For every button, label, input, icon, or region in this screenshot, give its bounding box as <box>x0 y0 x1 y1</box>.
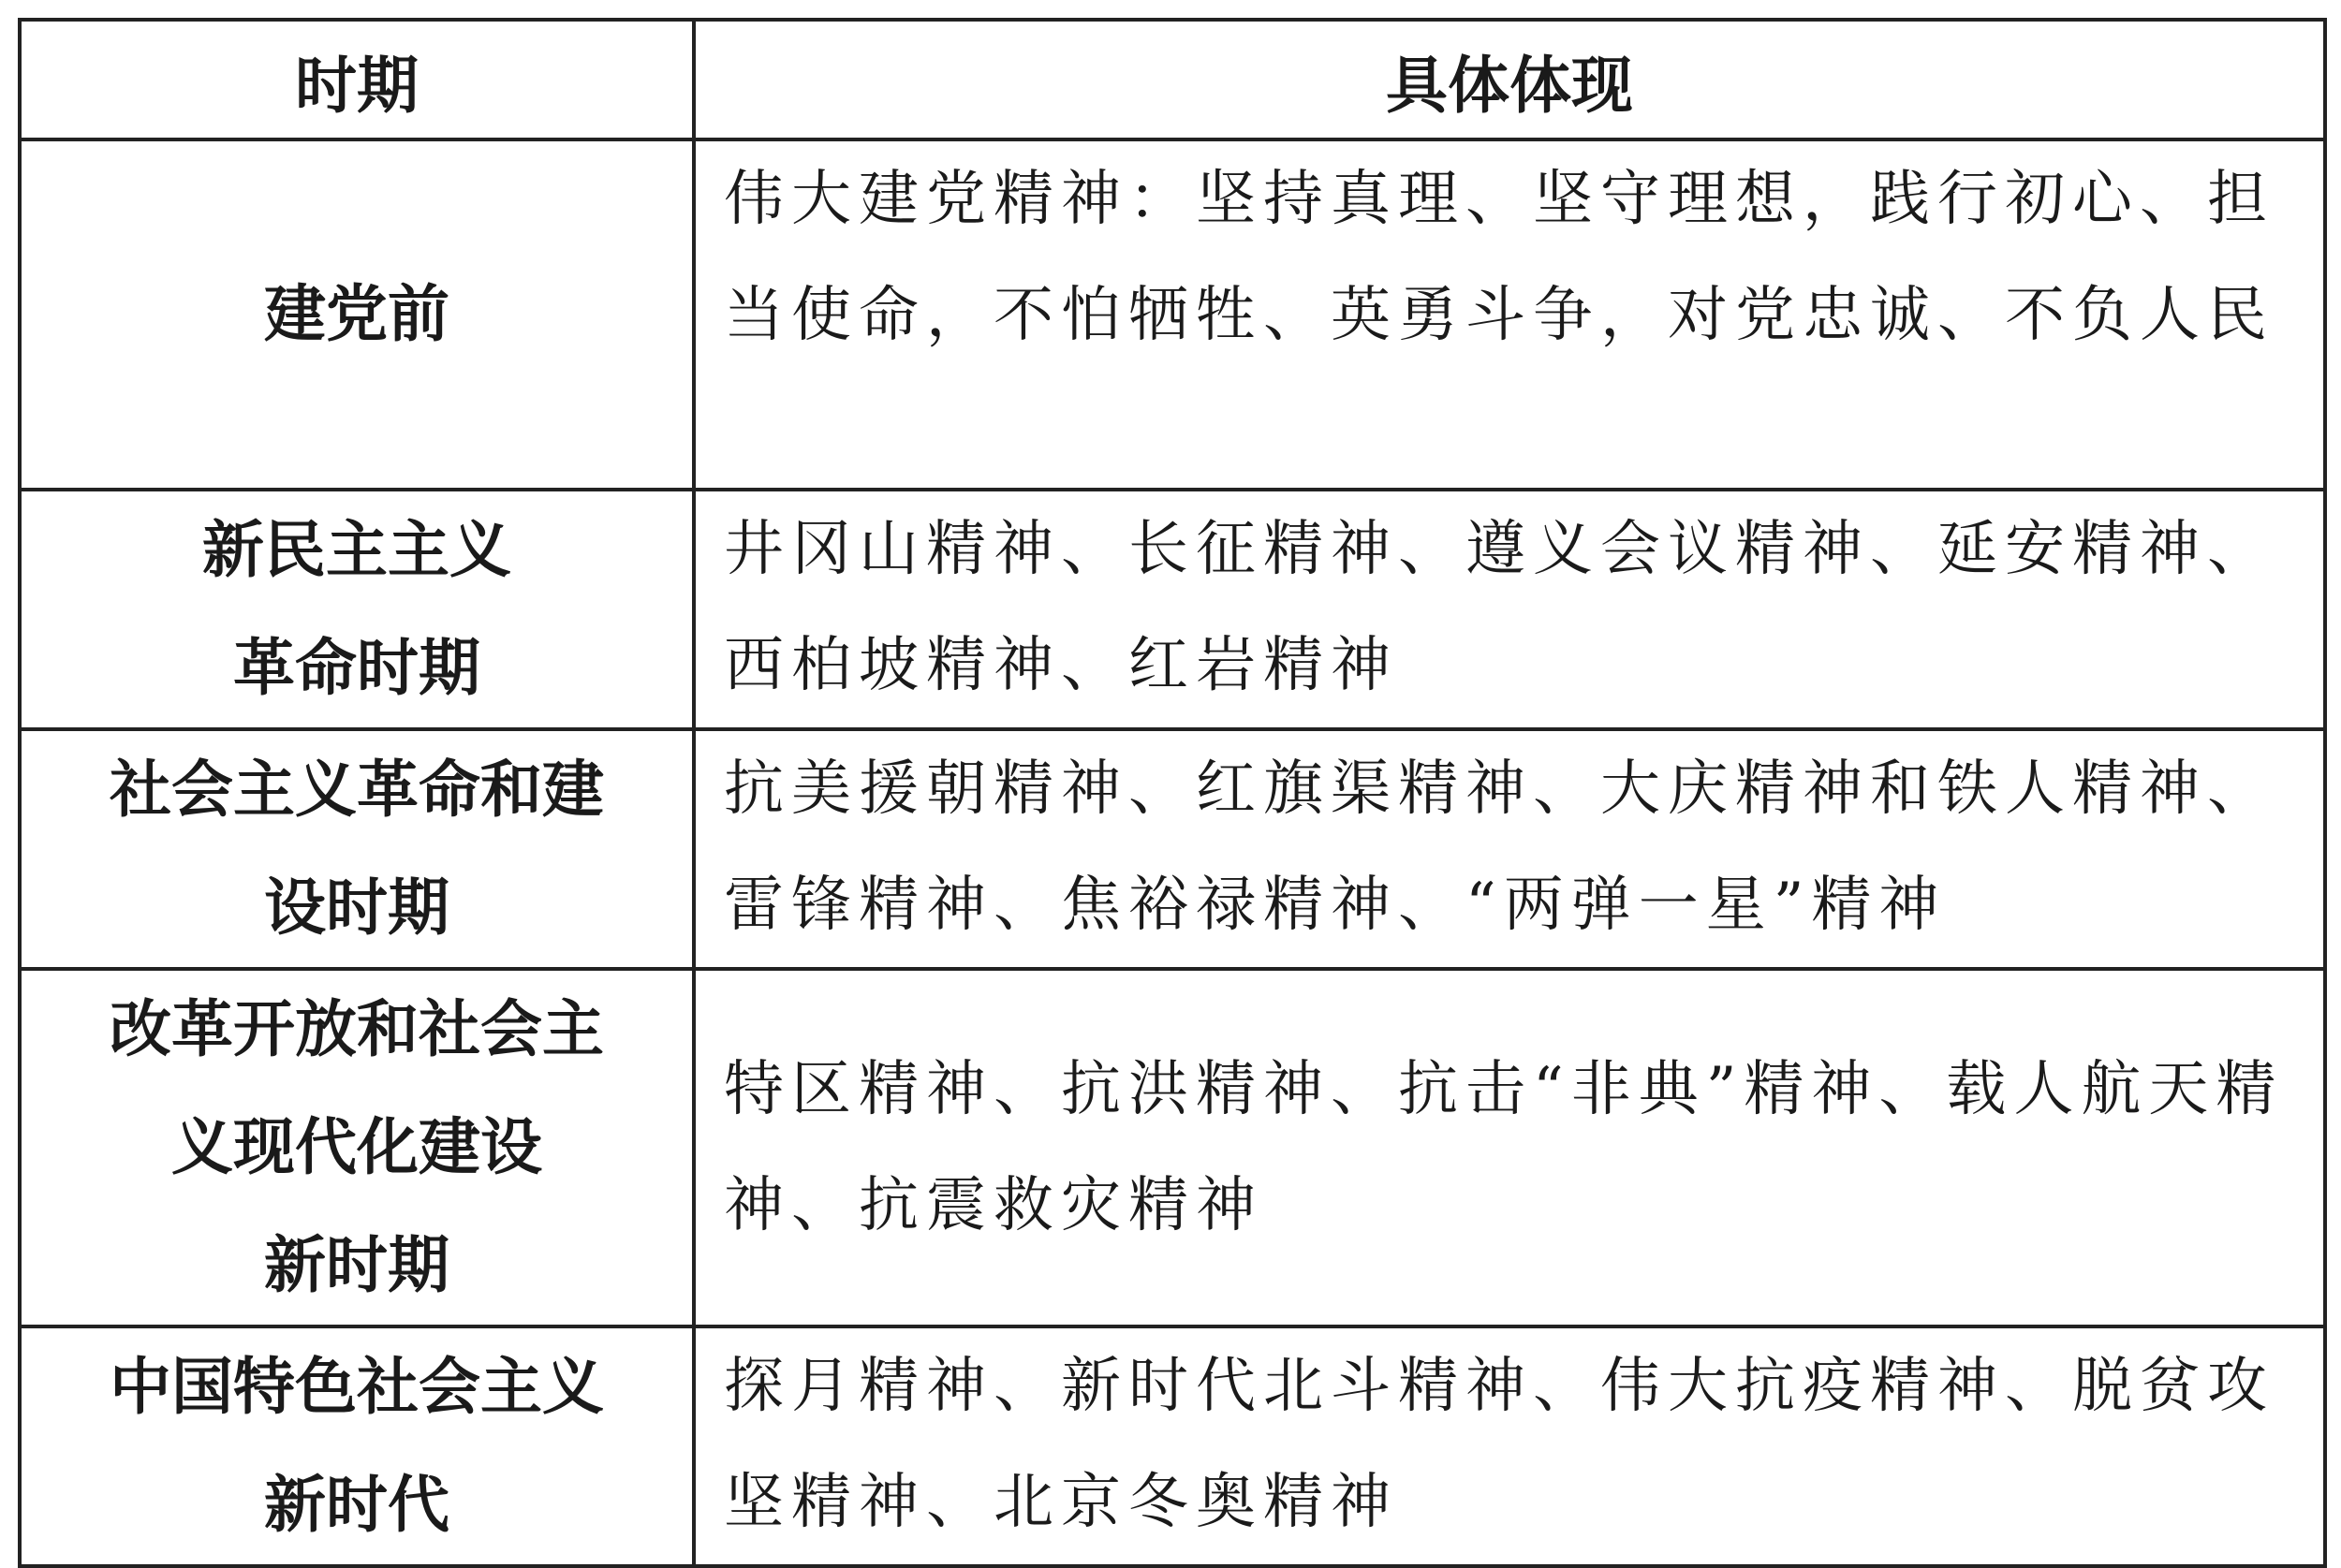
period-cell: 社会主义革命和建 设时期 <box>20 729 694 969</box>
content-cell: 井冈山精神、长征精神、遵义会议精神、延安精神、西柏坡精神、红岩精神 <box>694 490 2325 729</box>
period-cell: 建党前 <box>20 139 694 490</box>
period-cell: 改革开放和社会主 义现代化建设 新时期 <box>20 969 694 1326</box>
table-row <box>20 490 2325 729</box>
period-cell: 新民主主义 革命时期 <box>20 490 694 729</box>
period-cell: 中国特色社会主义 新时代 <box>20 1326 694 1566</box>
table-row <box>20 729 2325 969</box>
spirit-table-container <box>18 18 2323 1546</box>
header-content: 具体体现 <box>694 20 2325 139</box>
table-header-row <box>20 20 2325 139</box>
content-cell: 特区精神、抗洪精神、抗击“非典”精神、载人航天精神、抗震救灾精神 <box>694 969 2325 1326</box>
spirit-table <box>18 18 2327 1568</box>
content-cell: 探月精神、新时代北斗精神、伟大抗疫精神、脱贫攻坚精神、北京冬奥精神 <box>694 1326 2325 1566</box>
content-cell: 抗美援朝精神、红旗渠精神、大庆精神和铁人精神、雷锋精神、焦裕禄精神、“两弹一星”精神 <box>694 729 2325 969</box>
table-row <box>20 1326 2325 1566</box>
table-row <box>20 139 2325 490</box>
content-cell: 伟大建党精神：坚持真理、坚守理想，践行初心、担当使命，不怕牺牲、英勇斗争，对党忠诚、不负人民 <box>694 139 2325 490</box>
table-row <box>20 969 2325 1326</box>
header-period: 时期 <box>20 20 694 139</box>
